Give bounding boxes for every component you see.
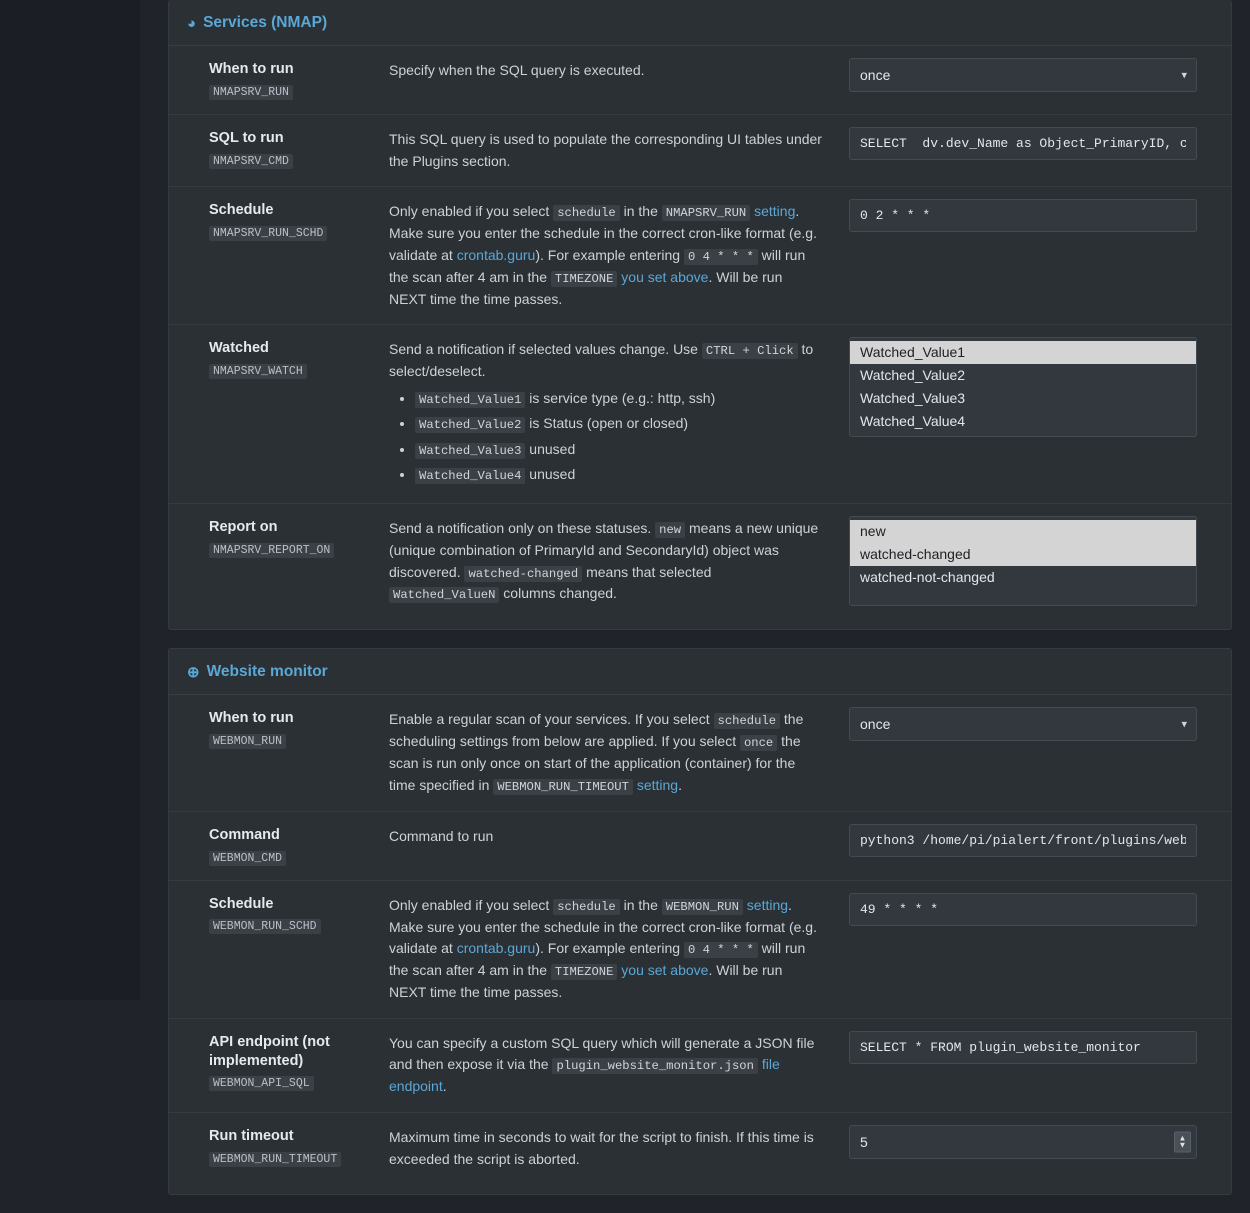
setting-control-col [849,1029,1197,1066]
setting-description: Send a notification if selected values change. Use CTRL + Click to select/deselect. • Watched_Value1 is service type (e.g.: http, ssh) • Watched_Value2 is Status (open or closed) • Watched_Value3 unused • Watched_Value4 unused [379,335,849,493]
setting-description: Specify when the SQL query is executed. [389,62,645,78]
setting-label: SQL to run [209,129,284,146]
list-item[interactable]: watched-changed [850,543,1196,566]
nmapsrv-run-select[interactable] [849,58,1197,92]
setting-control-col [849,335,1197,439]
setting-label: Report on [209,518,278,535]
setting-label: Run timeout [209,1128,294,1144]
setting-key: NMAPSRV_REPORT_ON [209,543,334,558]
setting-label-col [183,891,379,939]
settings-card-1 [168,648,1232,1195]
card-title: Website monitor [206,663,328,681]
list-item[interactable]: Watched_Value4 [860,413,966,430]
setting-control-col [849,514,1197,608]
webmon-cmd-input[interactable] [849,824,1197,857]
setting-description: Command to run [389,827,494,844]
card-body [169,695,1231,1194]
setting-label: When to run [209,61,294,77]
setting-label-col [183,705,379,753]
setting-row-webmon-cmd [169,811,1231,880]
setting-label-col [183,514,379,562]
setting-control-col [849,891,1197,928]
setting-row-nmapsrv-run [169,46,1231,114]
webmon-run-schd-input[interactable] [849,893,1197,926]
nmapsrv-run-select-wrap [849,58,1197,92]
list-item[interactable]: new [850,520,1196,543]
setting-row-webmon-run-schd [169,880,1231,1018]
setting-description: Maximum time in seconds to wait for the script to finish. If this time is exceeded the script is aborted. [389,1129,814,1167]
setting-key: WEBMON_API_SQL [209,1076,314,1091]
setting-control-col [849,705,1197,743]
setting-key: NMAPSRV_RUN [209,85,293,100]
webmon-run-select[interactable] [849,707,1197,741]
setting-key: WEBMON_CMD [209,851,286,866]
card-body [169,46,1231,629]
setting-row-webmon-api-sql [169,1018,1231,1112]
webmon-api-sql-input[interactable] [849,1031,1197,1064]
nmapsrv-cmd-input[interactable] [849,127,1197,160]
list-item[interactable]: watched-not-changed [860,568,995,585]
nmapsrv-run-schd-input[interactable] [849,199,1197,232]
nmapsrv-report-on-listbox[interactable] [849,516,1197,606]
setting-key: WEBMON_RUN_SCHD [209,919,321,934]
card-header [169,0,1231,46]
setting-label: Command [209,826,280,843]
setting-description: Enable a regular scan of your services. If you select schedule the scheduling settings from below are applied. If you select once the scan is run only once on start of the application (container) for the time specified in WEBMON_RUN_TIMEOUT setting. [389,711,804,794]
setting-key: WEBMON_RUN_TIMEOUT [209,1152,341,1167]
setting-label-col [183,822,379,870]
setting-key: NMAPSRV_RUN_SCHD [209,226,327,241]
setting-row-webmon-run-timeout [169,1112,1231,1184]
setting-control-col [849,56,1197,94]
settings-card-0 [168,0,1232,630]
list-item[interactable]: Watched_Value2 [860,367,966,384]
setting-description: You can specify a custom SQL query which will generate a JSON file and then expose it via the plugin_website_monitor.json file endpoint. [389,1034,815,1095]
setting-row-webmon-run [169,695,1231,810]
setting-key: NMAPSRV_CMD [209,154,293,169]
setting-label-col [183,1029,379,1096]
setting-row-nmapsrv-report-on [169,503,1231,619]
setting-control-col [849,197,1197,234]
setting-control-col [849,125,1197,162]
radar-icon: ◕ [187,14,197,32]
setting-description: Only enabled if you select schedule in the WEBMON_RUN setting. Make sure you enter the schedule in the correct cron-like format (e.g. validate at crontab.guru). For example entering 0 4 * * * will run the scan after 4 am in the TIMEZONE you set above. Will be run NEXT time the time passes. [389,896,817,1001]
setting-row-nmapsrv-cmd [169,114,1231,186]
webmon-run-timeout-number-wrap [849,1125,1197,1159]
setting-description: This SQL query is used to populate the corresponding UI tables under the Plugins section. [389,130,822,169]
setting-label: Watched [209,340,269,357]
webmon-run-timeout-input[interactable] [849,1125,1197,1159]
setting-key: NMAPSRV_WATCH [209,364,307,379]
list-item[interactable]: Watched_Value1 [850,341,1196,364]
setting-description: Send a notification only on these statuses. new means a new unique (unique combination of PrimaryId and SecondaryId) object was discovered. watched-changed means that selected Watched_ValueN columns changed. [389,519,819,603]
card-header [169,649,1231,695]
setting-key: WEBMON_RUN [209,734,286,749]
setting-label-col [183,125,379,173]
setting-label-col [183,335,379,383]
setting-label: When to run [209,710,294,727]
setting-control-col [849,822,1197,859]
setting-row-nmapsrv-watch [169,324,1231,503]
setting-label-col [183,56,379,104]
globe-icon: ⊕ [187,663,200,681]
webmon-run-select-wrap [849,707,1197,741]
setting-row-nmapsrv-run-schd [169,186,1231,324]
setting-control-col [849,1123,1197,1161]
setting-label: API endpoint (not implemented) [209,1033,330,1069]
settings-sections [140,0,1250,1195]
sidebar-gutter [0,0,140,1000]
setting-label-col [183,197,379,245]
setting-label: Schedule [209,895,274,912]
stepper-icon[interactable]: ▲ ▼ [1174,1132,1191,1153]
list-item[interactable]: Watched_Value3 [860,390,966,407]
setting-label: Schedule [209,202,274,219]
chevron-down-icon: ▾ [1181,69,1187,82]
chevron-down-icon: ▾ [1181,718,1187,731]
setting-description: Only enabled if you select schedule in the NMAPSRV_RUN setting. Make sure you enter the schedule in the correct cron-like format (e.g. validate at crontab.guru). For example entering 0 4 * * * will run the scan after 4 am in the TIMEZONE you set above. Will be run NEXT time the time passes. [389,203,817,307]
nmapsrv-watch-listbox[interactable] [849,337,1197,437]
setting-label-col [183,1123,379,1171]
settings-content [140,0,1250,1213]
card-title: Services (NMAP) [203,14,328,31]
